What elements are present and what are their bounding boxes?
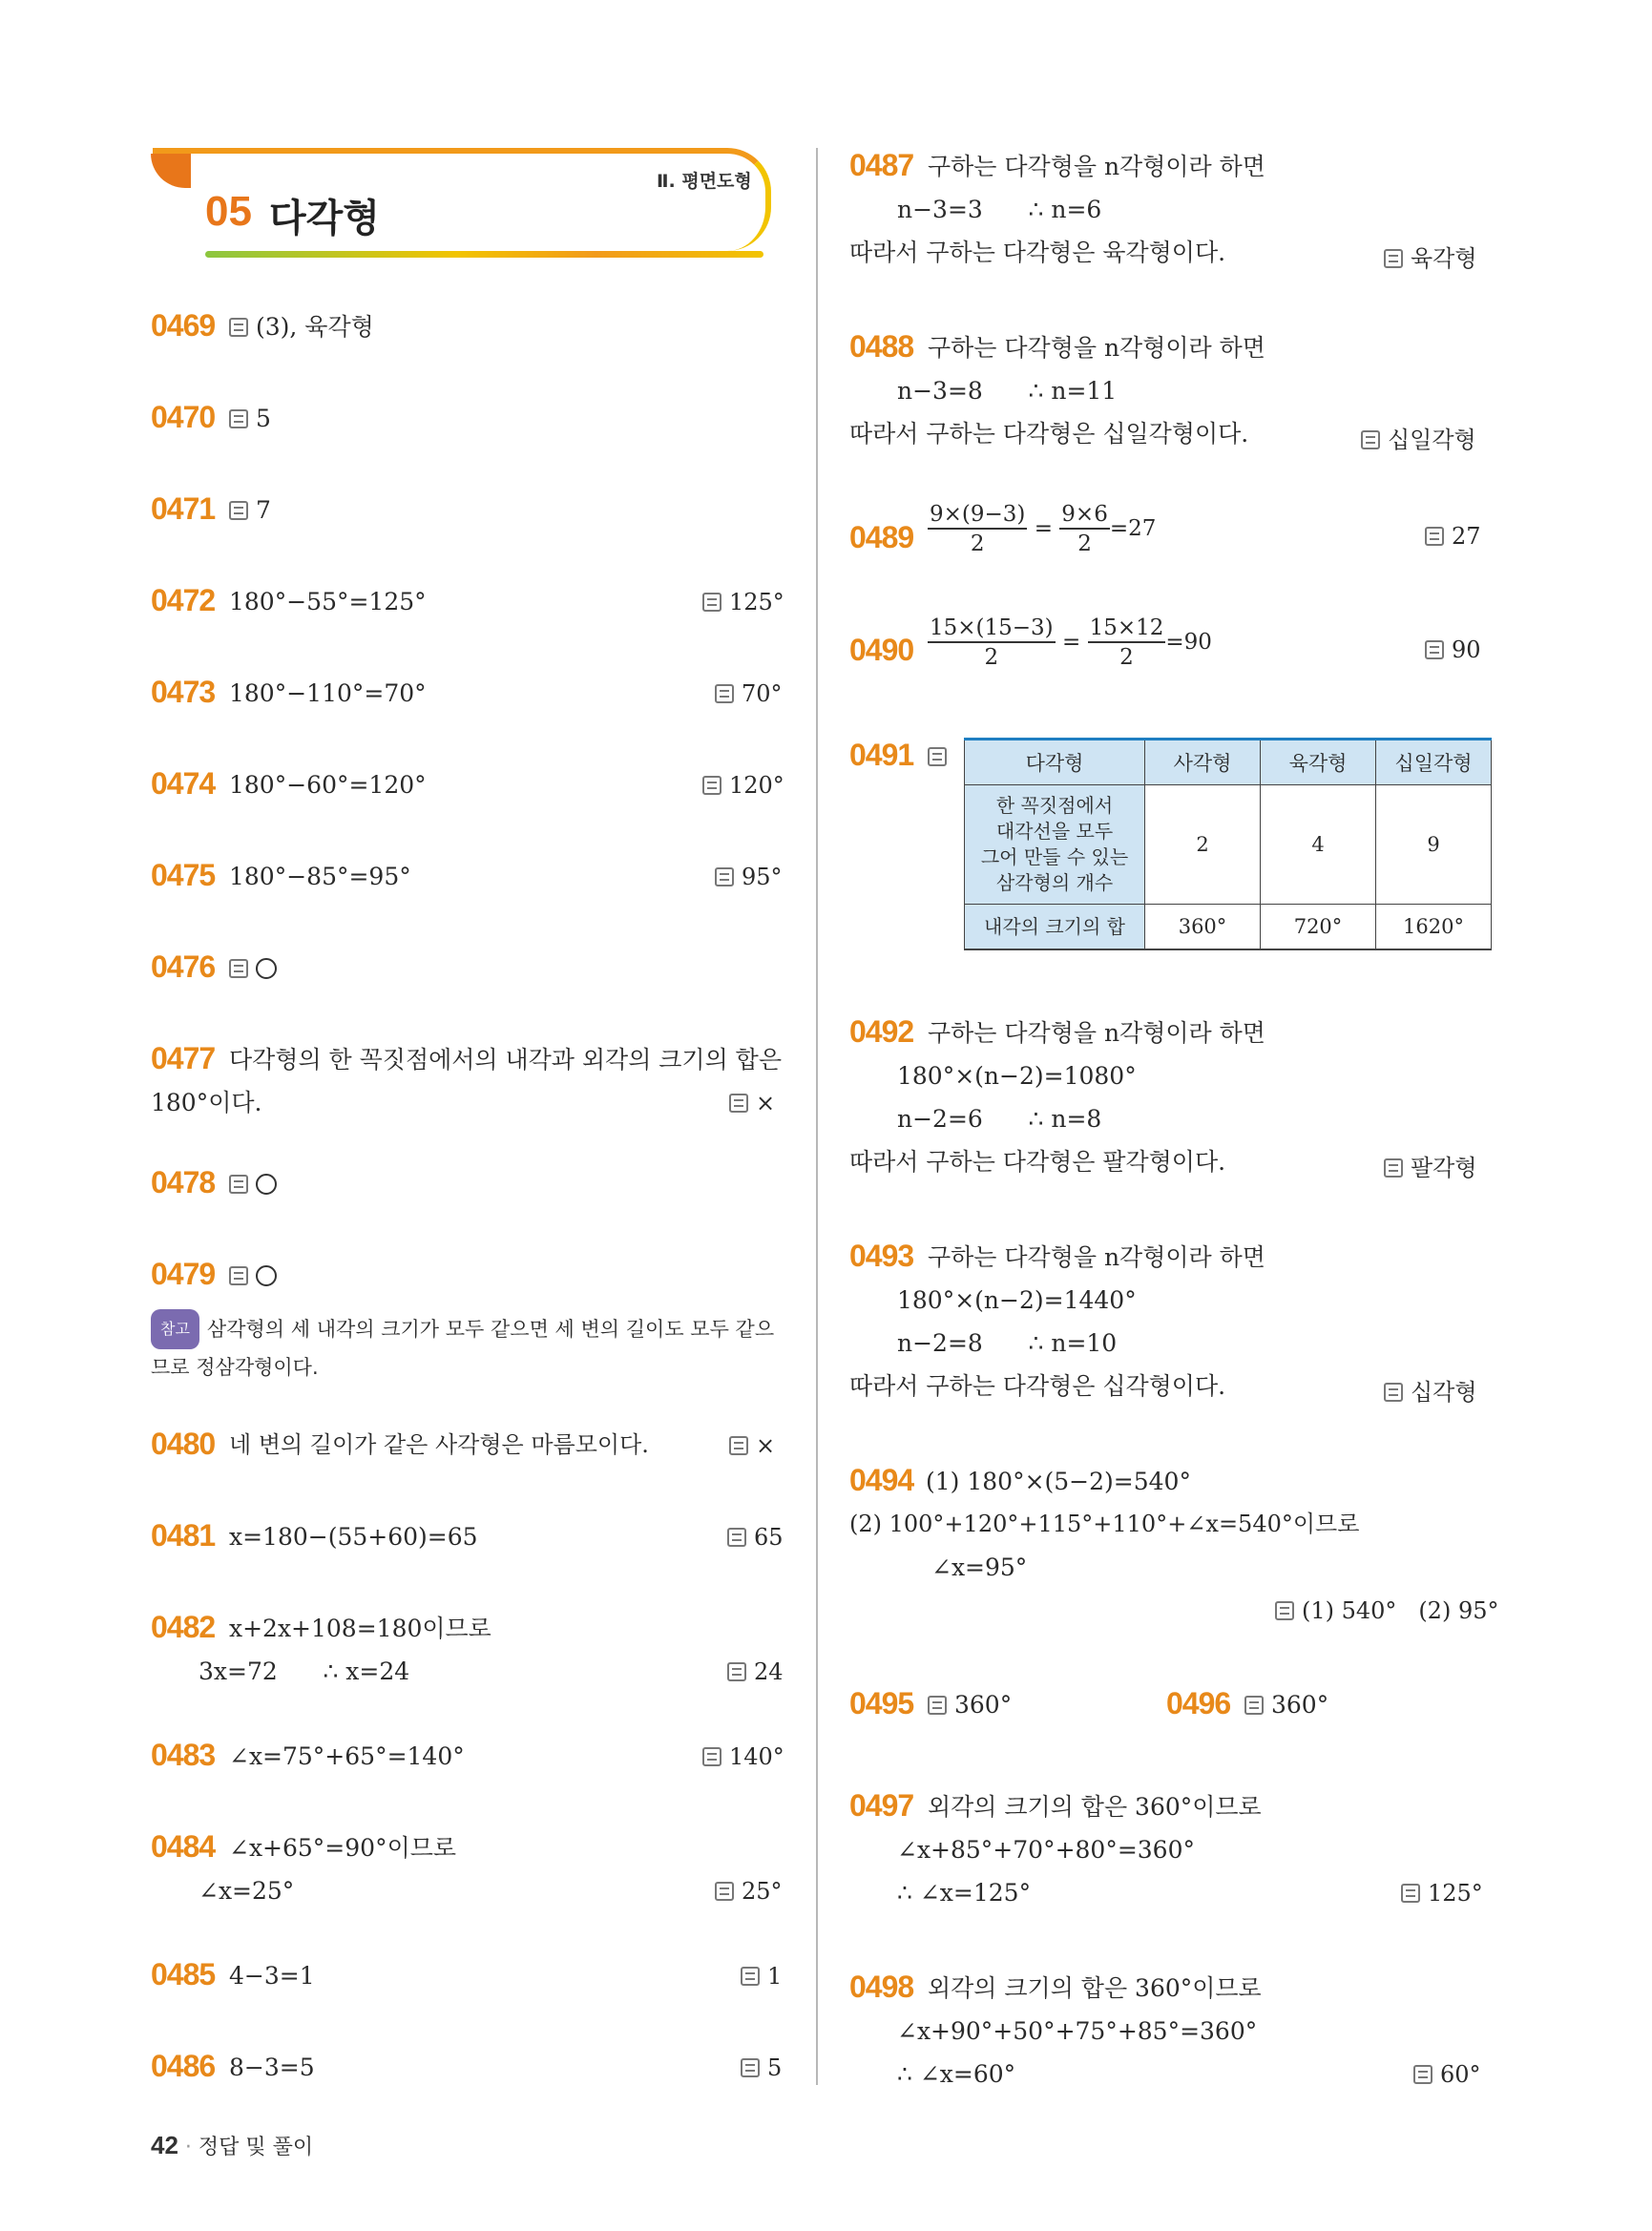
solution-line: (1) 180°×(5−2)=540° bbox=[926, 1468, 1191, 1495]
solution-line: ∠x+90°+50°+75°+85°=360° bbox=[897, 2017, 1258, 2045]
problem-number: 0477 bbox=[151, 1041, 216, 1075]
answer bbox=[928, 1693, 1012, 1717]
answer bbox=[727, 1524, 784, 1551]
answer-mark-icon bbox=[229, 959, 248, 978]
table-row bbox=[965, 785, 1492, 905]
answer bbox=[229, 956, 277, 980]
answer-mark-icon bbox=[229, 501, 248, 520]
problem-number: 0484 bbox=[151, 1829, 216, 1864]
problem-number: 0490 bbox=[849, 633, 914, 667]
answer-mark-icon bbox=[727, 1662, 746, 1681]
answer-mark-icon bbox=[229, 1175, 248, 1194]
answer-text: 60° bbox=[1440, 2061, 1481, 2088]
problem-number: 0479 bbox=[151, 1257, 216, 1291]
answer-mark-icon bbox=[702, 776, 721, 795]
problem-number: 0480 bbox=[151, 1427, 216, 1461]
part-label: Ⅱ. 평면도형 bbox=[657, 171, 752, 192]
problem-number: 0488 bbox=[849, 329, 914, 364]
footer-dot: · bbox=[184, 2136, 192, 2159]
answer-mark-icon bbox=[1413, 2065, 1432, 2084]
solution-line: 3x=72 ∴ x=24 bbox=[199, 1658, 410, 1685]
column-divider bbox=[816, 148, 818, 2085]
result: =27 bbox=[1109, 516, 1157, 541]
solution-line: ∠x=25° bbox=[199, 1877, 295, 1905]
answer bbox=[727, 1658, 784, 1685]
problem-number: 0476 bbox=[151, 949, 216, 984]
answer bbox=[1384, 1149, 1477, 1182]
answer bbox=[1425, 523, 1481, 550]
answer-text: 십각형 bbox=[1411, 1379, 1477, 1406]
solution-line: n−3=3 ∴ n=6 bbox=[897, 196, 1102, 223]
solution-line: 따라서 구하는 다각형은 십일각형이다. bbox=[849, 420, 1249, 448]
solution-line: 180°×(n−2)=1440° bbox=[897, 1286, 1137, 1314]
solution-expression: 180°−60°=120° bbox=[229, 771, 427, 799]
answer bbox=[702, 1743, 784, 1770]
problem-number: 0494 bbox=[849, 1463, 914, 1497]
table-cell: 2 bbox=[1145, 785, 1261, 905]
problem-number: 0482 bbox=[151, 1610, 216, 1644]
answer-text: 1 bbox=[767, 1963, 783, 1990]
answer bbox=[229, 498, 271, 522]
answer bbox=[229, 315, 374, 339]
answer-mark-icon bbox=[1384, 249, 1403, 268]
answer-mark-icon bbox=[702, 593, 721, 612]
table-header: 다각형 bbox=[965, 740, 1145, 785]
equals-sign: = bbox=[1034, 516, 1053, 541]
solution-line: ∴ ∠x=60° bbox=[897, 2060, 1016, 2088]
answer-text: 7 bbox=[256, 496, 271, 524]
answer-text: (3), 육각형 bbox=[256, 313, 374, 341]
problem-number: 0481 bbox=[151, 1518, 216, 1553]
solution-expression: 8−3=5 bbox=[229, 2054, 315, 2081]
answer-mark-icon bbox=[1275, 1601, 1294, 1620]
answer bbox=[229, 1172, 277, 1196]
answer-mark-icon bbox=[1361, 430, 1380, 449]
problem-number: 0485 bbox=[151, 1957, 216, 1991]
denominator: 2 bbox=[984, 645, 999, 670]
answer-mark-icon bbox=[715, 1882, 734, 1901]
answer bbox=[1425, 636, 1481, 663]
fraction-expression bbox=[928, 504, 1156, 555]
problem-number: 0483 bbox=[151, 1738, 216, 1772]
numerator: 9×(9−3) bbox=[928, 504, 1027, 530]
answer-text: 27 bbox=[1452, 523, 1481, 550]
answer bbox=[702, 772, 784, 799]
numerator: 15×12 bbox=[1088, 617, 1166, 643]
problem-number: 0492 bbox=[849, 1014, 914, 1049]
answer bbox=[1384, 1373, 1477, 1407]
table-cell: 720° bbox=[1261, 905, 1376, 950]
problem-number: 0472 bbox=[151, 583, 216, 617]
answer-mark-icon bbox=[229, 318, 248, 337]
solution-line: n−3=8 ∴ n=11 bbox=[897, 377, 1118, 405]
answer-text: 5 bbox=[767, 2054, 783, 2081]
problem-number: 0497 bbox=[849, 1788, 914, 1823]
polygon-table bbox=[964, 738, 1492, 950]
row-label-line: 한 꼭짓점에서 bbox=[995, 794, 1114, 817]
answer-mark-icon bbox=[1244, 1696, 1264, 1715]
reference-note bbox=[151, 1309, 781, 1386]
answer-mark bbox=[928, 744, 954, 768]
problem-number: 0498 bbox=[849, 1970, 914, 2004]
equals-sign: = bbox=[1061, 630, 1081, 655]
answer-text: 십일각형 bbox=[1388, 427, 1476, 453]
reference-text: 삼각형의 세 내각의 크기가 모두 같으면 세 변의 길이도 모두 같으므로 정삼각형이다. bbox=[151, 1318, 775, 1379]
solution-line: 구하는 다각형을 n각형이라 하면 bbox=[928, 334, 1265, 362]
answer-text: 125° bbox=[729, 589, 784, 615]
row-label: 내각의 크기의 합 bbox=[965, 905, 1145, 950]
answer-mark-icon bbox=[729, 1436, 748, 1455]
table-header: 사각형 bbox=[1145, 740, 1261, 785]
table-cell: 9 bbox=[1376, 785, 1492, 905]
table-cell: 360° bbox=[1145, 905, 1261, 950]
answer-text: × bbox=[756, 1432, 776, 1459]
problem-number: 0478 bbox=[151, 1165, 216, 1199]
answer-mark-icon bbox=[741, 1967, 760, 1986]
answer-text: 120° bbox=[729, 772, 784, 799]
answer bbox=[702, 589, 784, 615]
solution-line: ∴ ∠x=125° bbox=[897, 1879, 1032, 1907]
answer-text: 25° bbox=[742, 1878, 783, 1905]
answer bbox=[1275, 1597, 1498, 1624]
answer bbox=[1384, 240, 1477, 273]
answer-mark-icon bbox=[1425, 527, 1444, 546]
answer bbox=[1401, 1880, 1483, 1907]
answer bbox=[229, 407, 271, 430]
answer-mark-icon bbox=[715, 684, 734, 703]
header-underline bbox=[205, 251, 763, 258]
solution-line: 구하는 다각형을 n각형이라 하면 bbox=[928, 1019, 1265, 1047]
table-row bbox=[965, 905, 1492, 950]
solution-line: 구하는 다각형을 n각형이라 하면 bbox=[928, 153, 1265, 180]
answer bbox=[741, 1963, 782, 1990]
answer-mark-icon bbox=[928, 1696, 947, 1715]
answer-text: 90 bbox=[1452, 636, 1481, 663]
solution-line: x+2x+108=180이므로 bbox=[229, 1615, 491, 1642]
problem-number: 0486 bbox=[151, 2049, 216, 2083]
solution-expression: 180°−85°=95° bbox=[229, 863, 411, 890]
solution-expression: 180°−55°=125° bbox=[229, 588, 427, 615]
answer-mark-icon bbox=[727, 1528, 746, 1547]
solution-expression: x=180−(55+60)=65 bbox=[229, 1523, 478, 1551]
answer bbox=[729, 1432, 775, 1459]
solution-line: 외각의 크기의 합은 360°이므로 bbox=[928, 1974, 1262, 2002]
answer-mark-icon bbox=[1384, 1383, 1403, 1402]
solution-line: ∠x=95° bbox=[931, 1553, 1028, 1581]
circle-icon bbox=[256, 1174, 277, 1195]
answer-text: 95° bbox=[742, 864, 783, 890]
solution-expression: ∠x=75°+65°=140° bbox=[229, 1742, 465, 1770]
denominator: 2 bbox=[970, 532, 985, 556]
table-cell: 1620° bbox=[1376, 905, 1492, 950]
page-number: 42 bbox=[151, 2131, 178, 2159]
answer bbox=[729, 1090, 775, 1116]
answer-text: 360° bbox=[1271, 1691, 1329, 1719]
solution-line: n−2=8 ∴ n=10 bbox=[897, 1329, 1118, 1357]
fraction-expression bbox=[928, 617, 1212, 669]
answer-text: 팔각형 bbox=[1411, 1155, 1477, 1181]
problem-number: 0471 bbox=[151, 491, 216, 526]
answer-mark-icon bbox=[229, 1266, 248, 1285]
denominator: 2 bbox=[1119, 645, 1134, 670]
fraction bbox=[928, 617, 1056, 669]
answer-mark-icon bbox=[729, 1094, 748, 1113]
answer-text: 육각형 bbox=[1411, 245, 1477, 272]
problem-number: 0470 bbox=[151, 400, 216, 434]
solution-expression: 네 변의 길이가 같은 사각형은 마름모이다. bbox=[229, 1431, 649, 1458]
row-label-line: 삼각형의 개수 bbox=[995, 871, 1114, 894]
solution-expression: 4−3=1 bbox=[229, 1962, 315, 1990]
answer-mark-icon bbox=[928, 747, 947, 766]
answer bbox=[741, 2054, 782, 2081]
row-label bbox=[965, 785, 1145, 905]
solution-line: 따라서 구하는 다각형은 팔각형이다. bbox=[849, 1148, 1226, 1176]
chapter-title: 다각형 bbox=[269, 197, 380, 240]
answer bbox=[1361, 421, 1476, 454]
answer bbox=[715, 1878, 783, 1905]
answer-mark-icon bbox=[702, 1747, 721, 1766]
fraction bbox=[928, 504, 1027, 555]
answer bbox=[715, 864, 783, 890]
table-cell: 4 bbox=[1261, 785, 1376, 905]
result: =90 bbox=[1165, 630, 1212, 655]
solution-line: 180°이다. bbox=[151, 1089, 262, 1116]
numerator: 15×(15−3) bbox=[928, 617, 1056, 643]
problem-number: 0475 bbox=[151, 858, 216, 892]
fraction bbox=[1088, 617, 1166, 669]
answer-text: 70° bbox=[742, 680, 783, 707]
answer-mark-icon bbox=[1401, 1884, 1420, 1903]
solution-line: 다각형의 한 꼭짓점에서의 내각과 외각의 크기의 합은 bbox=[229, 1046, 782, 1074]
problem-number: 0489 bbox=[849, 520, 914, 554]
problem-number: 0473 bbox=[151, 675, 216, 709]
answer-mark-icon bbox=[229, 409, 248, 428]
answer-text: (1) 540° (2) 95° bbox=[1302, 1597, 1499, 1624]
answer bbox=[715, 680, 783, 707]
circle-icon bbox=[256, 1265, 277, 1286]
answer bbox=[1413, 2061, 1481, 2088]
solution-line: 외각의 크기의 합은 360°이므로 bbox=[928, 1793, 1262, 1821]
problem-number: 0493 bbox=[849, 1239, 914, 1273]
solution-line: 180°×(n−2)=1080° bbox=[897, 1062, 1137, 1090]
answer-text: 140° bbox=[729, 1743, 784, 1770]
fraction bbox=[1059, 504, 1110, 555]
row-label-line: 그어 만들 수 있는 bbox=[980, 845, 1129, 868]
solution-line: ∠x+65°=90°이므로 bbox=[229, 1834, 457, 1862]
table-header: 십일각형 bbox=[1376, 740, 1492, 785]
answer-text: 65 bbox=[754, 1524, 784, 1551]
page-footer bbox=[151, 2131, 313, 2160]
answer-mark-icon bbox=[1425, 640, 1444, 659]
answer-text: 125° bbox=[1428, 1880, 1483, 1907]
table-header: 육각형 bbox=[1261, 740, 1376, 785]
denominator: 2 bbox=[1077, 532, 1092, 556]
answer-mark-icon bbox=[1384, 1158, 1403, 1178]
problem-number: 0487 bbox=[849, 148, 914, 182]
answer-text: × bbox=[756, 1090, 776, 1116]
reference-badge: 참고 bbox=[151, 1309, 199, 1349]
solution-line: 구하는 다각형을 n각형이라 하면 bbox=[928, 1243, 1265, 1271]
problem-number: 0496 bbox=[1166, 1686, 1231, 1720]
row-label-line: 대각선을 모두 bbox=[995, 820, 1114, 843]
answer bbox=[1244, 1693, 1328, 1717]
solution-line: 따라서 구하는 다각형은 십각형이다. bbox=[849, 1372, 1226, 1400]
problem-number: 0474 bbox=[151, 766, 216, 801]
answer bbox=[229, 1263, 277, 1287]
problem-number: 0495 bbox=[849, 1686, 914, 1720]
numerator: 9×6 bbox=[1059, 504, 1110, 530]
problem-number: 0491 bbox=[849, 738, 914, 772]
answer-mark-icon bbox=[715, 867, 734, 886]
problem-number: 0469 bbox=[151, 308, 216, 343]
answer-text: 24 bbox=[754, 1658, 784, 1685]
chapter-header bbox=[153, 148, 778, 258]
solution-line: ∠x+85°+70°+80°=360° bbox=[897, 1836, 1195, 1864]
footer-label: 정답 및 풀이 bbox=[198, 2136, 314, 2159]
solution-line: 따라서 구하는 다각형은 육각형이다. bbox=[849, 239, 1226, 266]
chapter-number: 05 bbox=[205, 188, 252, 235]
answer-mark-icon bbox=[741, 2058, 760, 2077]
table-header-row bbox=[965, 740, 1492, 785]
answer-text: 360° bbox=[954, 1691, 1013, 1719]
solution-line: (2) 100°+120°+115°+110°+∠x=540°이므로 bbox=[849, 1511, 1360, 1537]
solution-line: n−2=6 ∴ n=8 bbox=[897, 1105, 1102, 1133]
solution-expression: 180°−110°=70° bbox=[229, 679, 427, 707]
answer-text: 5 bbox=[256, 405, 271, 432]
circle-icon bbox=[256, 958, 277, 979]
